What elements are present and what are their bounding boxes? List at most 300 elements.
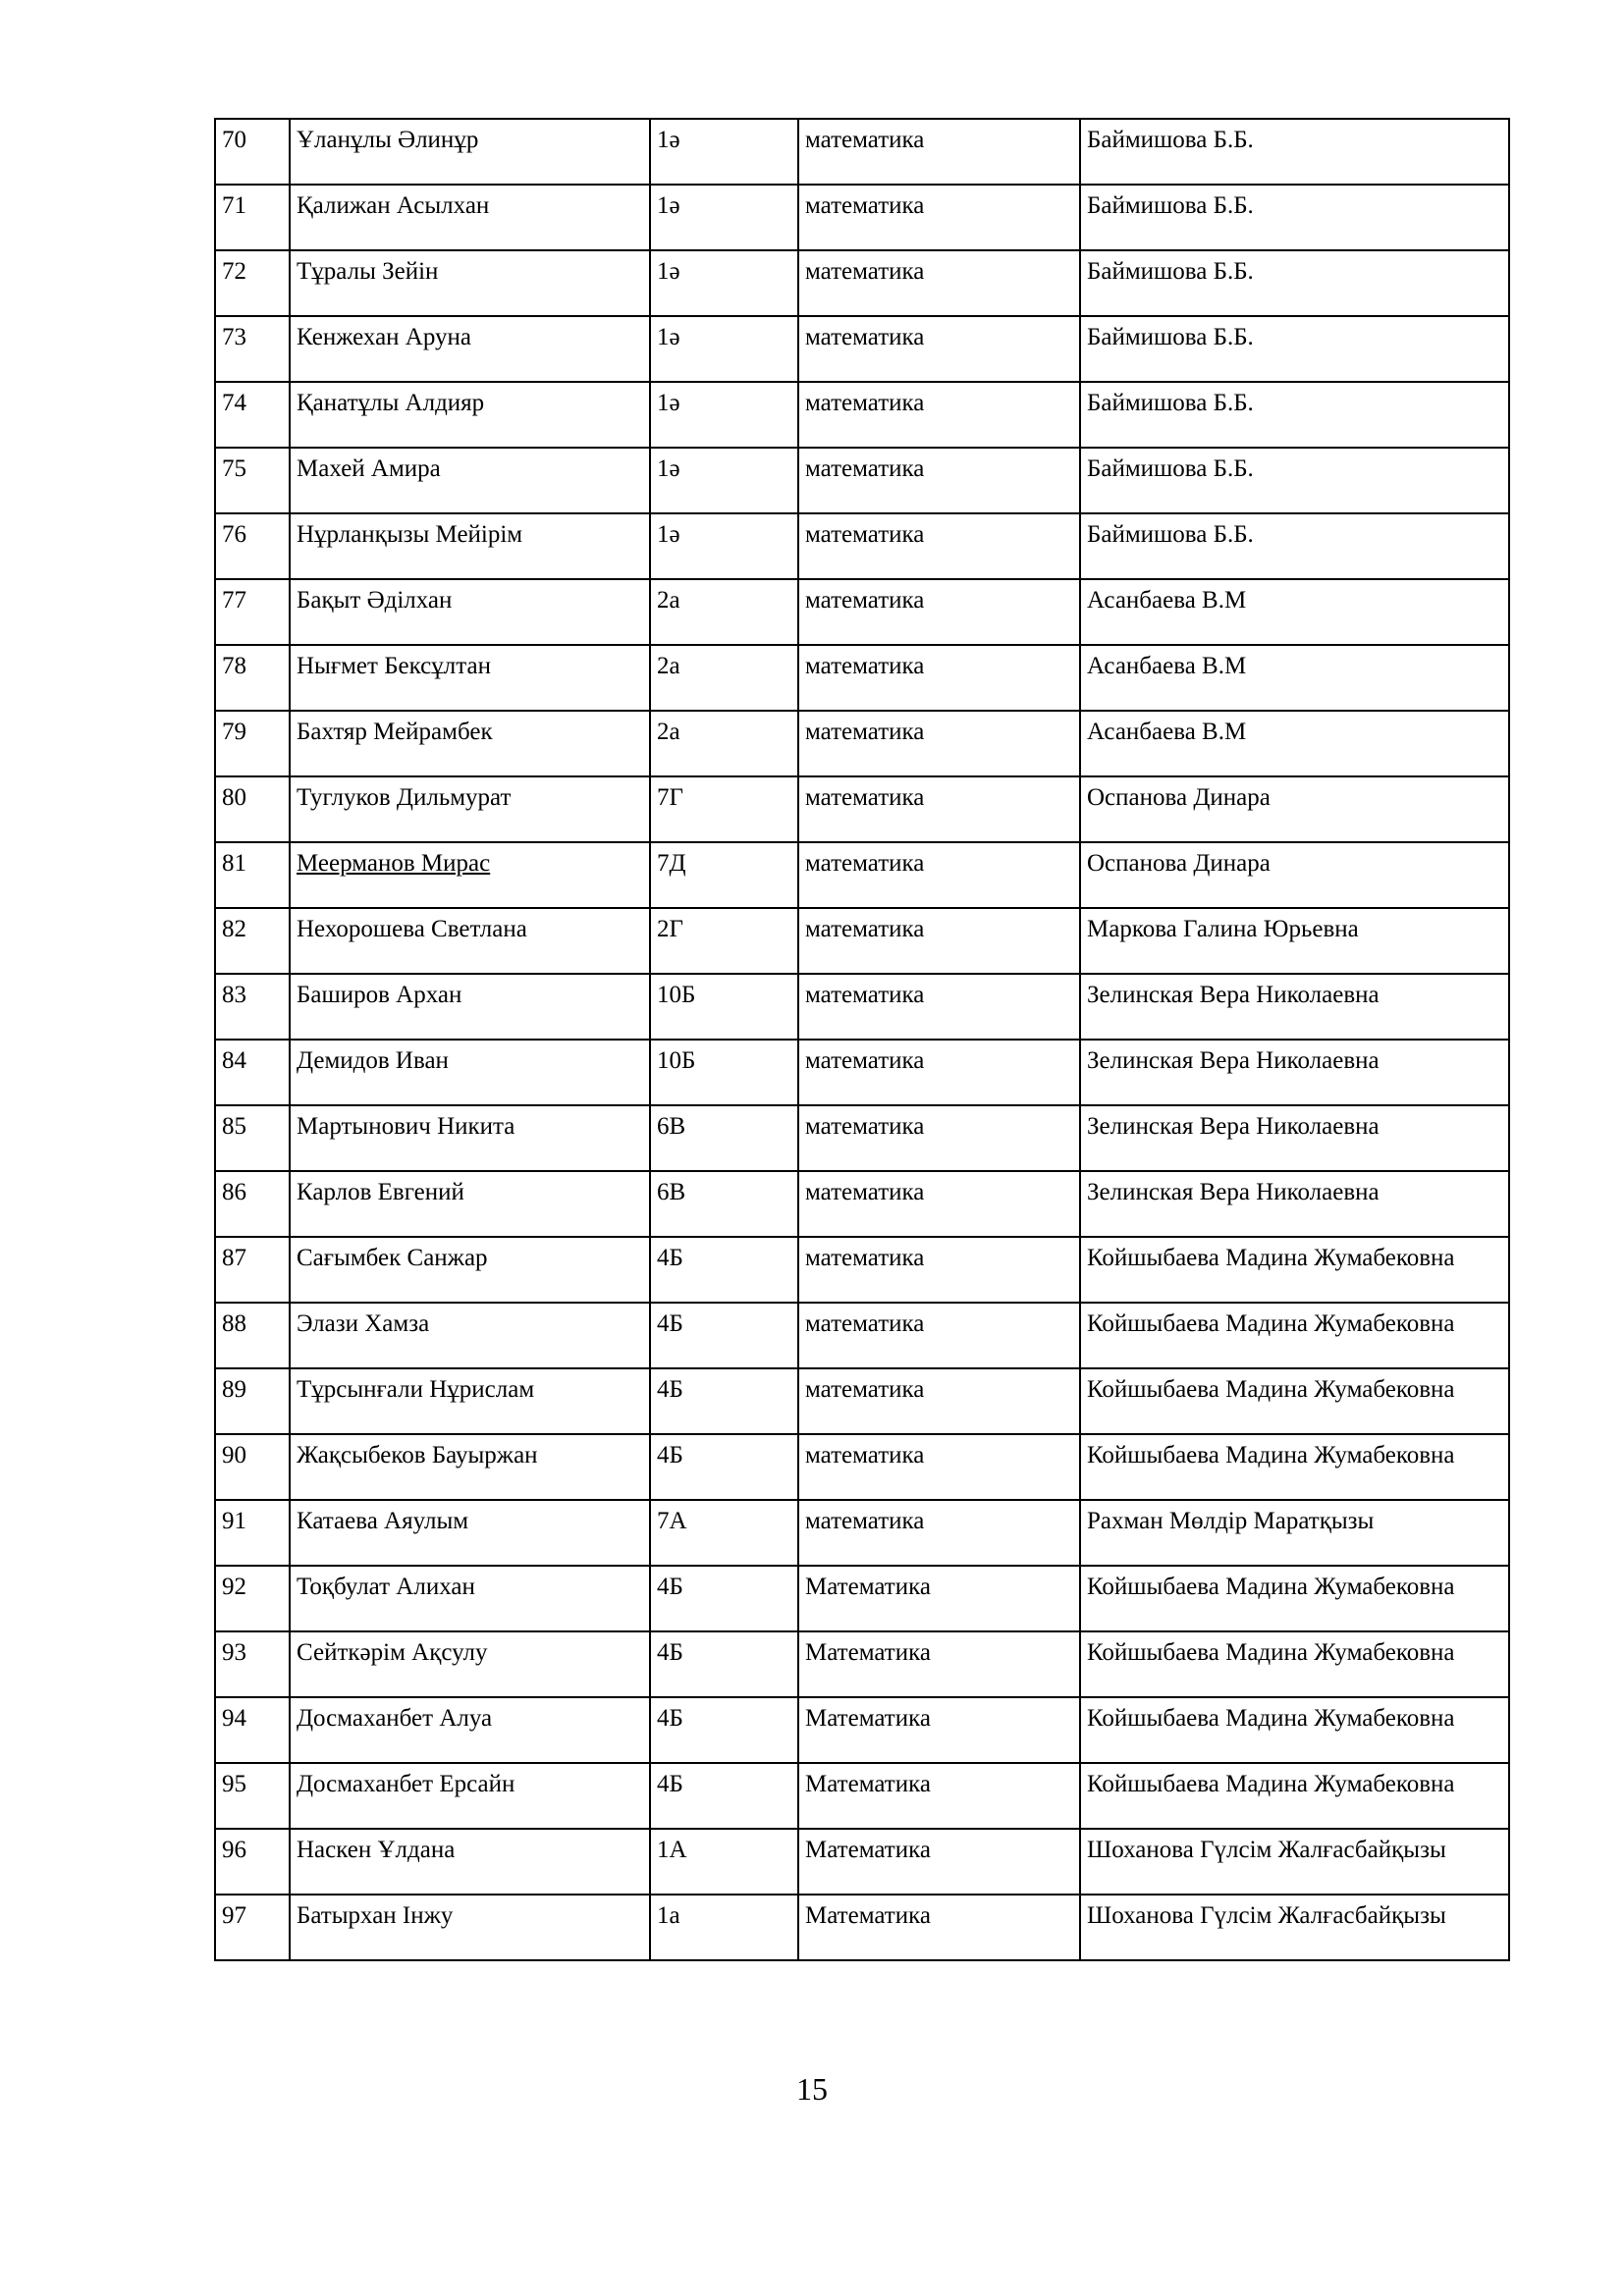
table-row (215, 1895, 1509, 1960)
table-row (215, 645, 1509, 711)
class-text: 4Б (657, 1705, 683, 1732)
row-number-cell (215, 1105, 290, 1171)
class-cell (650, 1237, 798, 1303)
row-number-text: 94 (222, 1705, 246, 1732)
subject-cell (798, 250, 1080, 316)
table-row (215, 776, 1509, 842)
row-number-text: 72 (222, 258, 246, 285)
class-text: 1ә (657, 521, 680, 548)
subject-cell (798, 1631, 1080, 1697)
subject-cell (798, 316, 1080, 382)
student-name-cell (290, 776, 650, 842)
student-name-text: Қанатұлы Алдияр (297, 390, 485, 416)
row-number-text: 71 (222, 192, 246, 219)
class-text: 6В (657, 1179, 686, 1205)
teacher-text: Баймишова Б.Б. (1087, 258, 1254, 285)
class-cell (650, 1829, 798, 1895)
teacher-cell (1080, 842, 1509, 908)
student-name-text: Кенжехан Аруна (297, 324, 472, 350)
row-number-text: 93 (222, 1639, 246, 1666)
subject-text: математика (805, 1179, 925, 1205)
class-cell (650, 1040, 798, 1105)
class-cell (650, 1566, 798, 1631)
class-cell (650, 1895, 798, 1960)
table-row (215, 1105, 1509, 1171)
table-row (215, 513, 1509, 579)
row-number-cell (215, 711, 290, 776)
student-name-text: Тоқбулат Алихан (297, 1574, 475, 1600)
subject-text: математика (805, 390, 925, 416)
subject-text: Математика (805, 1574, 931, 1600)
class-text: 2Г (657, 916, 683, 942)
subject-cell (798, 1237, 1080, 1303)
table-row (215, 1829, 1509, 1895)
row-number-text: 89 (222, 1376, 246, 1403)
class-text: 1ә (657, 324, 680, 350)
row-number-text: 86 (222, 1179, 246, 1205)
class-cell (650, 908, 798, 974)
student-name-text: Демидов Иван (297, 1047, 449, 1074)
row-number-cell (215, 974, 290, 1040)
table-row (215, 1500, 1509, 1566)
subject-text: математика (805, 982, 925, 1008)
table-row (215, 1631, 1509, 1697)
row-number-cell (215, 1697, 290, 1763)
student-name-cell (290, 1368, 650, 1434)
student-name-text: Нұрланқызы Мейірім (297, 521, 523, 548)
table-row (215, 974, 1509, 1040)
table-row (215, 1566, 1509, 1631)
student-name-text: Наскен Ұлдана (297, 1837, 456, 1863)
student-name-text: Бақыт Әділхан (297, 587, 453, 614)
teacher-cell (1080, 1895, 1509, 1960)
student-name-text: Батырхан Інжу (297, 1902, 454, 1929)
class-cell (650, 579, 798, 645)
row-number-cell (215, 119, 290, 185)
subject-text: Математика (805, 1837, 931, 1863)
table-row (215, 185, 1509, 250)
row-number-cell (215, 1500, 290, 1566)
row-number-text: 97 (222, 1902, 246, 1929)
table-row (215, 382, 1509, 448)
subject-text: Математика (805, 1705, 931, 1732)
teacher-text: Баймишова Б.Б. (1087, 455, 1254, 482)
subject-text: математика (805, 324, 925, 350)
row-number-text: 79 (222, 719, 246, 745)
teacher-cell (1080, 1171, 1509, 1237)
subject-text: математика (805, 258, 925, 285)
student-name-text: Тұралы Зейін (297, 258, 439, 285)
student-name-cell (290, 1829, 650, 1895)
table-row (215, 448, 1509, 513)
teacher-text: Баймишова Б.Б. (1087, 390, 1254, 416)
student-name-cell (290, 1763, 650, 1829)
student-name-text: Мартынович Никита (297, 1113, 515, 1140)
student-name-cell (290, 1105, 650, 1171)
class-text: 1а (657, 1902, 680, 1929)
student-name-cell (290, 1631, 650, 1697)
class-cell (650, 1105, 798, 1171)
class-cell (650, 1500, 798, 1566)
row-number-text: 74 (222, 390, 246, 416)
table-row (215, 1697, 1509, 1763)
teacher-cell (1080, 382, 1509, 448)
teacher-cell (1080, 316, 1509, 382)
student-name-text: Досмаханбет Алуа (297, 1705, 493, 1732)
class-cell (650, 776, 798, 842)
class-text: 10Б (657, 982, 696, 1008)
subject-cell (798, 776, 1080, 842)
subject-text: математика (805, 587, 925, 614)
class-text: 2а (657, 587, 680, 614)
subject-text: математика (805, 521, 925, 548)
student-name-cell (290, 842, 650, 908)
student-name-cell (290, 1040, 650, 1105)
class-cell (650, 1434, 798, 1500)
table-row (215, 1040, 1509, 1105)
class-text: 4Б (657, 1376, 683, 1403)
row-number-text: 87 (222, 1245, 246, 1271)
subject-text: математика (805, 916, 925, 942)
table-row (215, 119, 1509, 185)
row-number-text: 70 (222, 127, 246, 153)
teacher-cell (1080, 513, 1509, 579)
student-name-cell (290, 513, 650, 579)
class-text: 4Б (657, 1310, 683, 1337)
student-name-cell (290, 1566, 650, 1631)
class-cell (650, 842, 798, 908)
class-cell (650, 119, 798, 185)
row-number-cell (215, 1368, 290, 1434)
teacher-cell (1080, 974, 1509, 1040)
student-name-text: Катаева Аяулым (297, 1508, 469, 1534)
row-number-cell (215, 513, 290, 579)
row-number-cell (215, 316, 290, 382)
teacher-cell (1080, 1566, 1509, 1631)
row-number-cell (215, 645, 290, 711)
student-name-cell (290, 1500, 650, 1566)
teacher-cell (1080, 1040, 1509, 1105)
subject-cell (798, 579, 1080, 645)
teacher-text: Зелинская Вера Николаевна (1087, 982, 1380, 1008)
table-row (215, 711, 1509, 776)
teacher-cell (1080, 645, 1509, 711)
student-name-text: Досмаханбет Ерсайн (297, 1771, 515, 1797)
class-text: 4Б (657, 1442, 683, 1468)
row-number-text: 73 (222, 324, 246, 350)
class-cell (650, 1631, 798, 1697)
row-number-text: 84 (222, 1047, 246, 1074)
teacher-cell (1080, 908, 1509, 974)
subject-text: математика (805, 1245, 925, 1271)
teacher-cell (1080, 185, 1509, 250)
row-number-text: 80 (222, 784, 246, 811)
table-row (215, 1237, 1509, 1303)
student-name-cell (290, 382, 650, 448)
student-name-text: Меерманов Мирас (297, 850, 491, 877)
class-text: 1ә (657, 127, 680, 153)
subject-cell (798, 842, 1080, 908)
subject-cell (798, 1368, 1080, 1434)
teacher-cell (1080, 711, 1509, 776)
student-name-cell (290, 316, 650, 382)
row-number-text: 92 (222, 1574, 246, 1600)
student-name-cell (290, 974, 650, 1040)
table-row (215, 1171, 1509, 1237)
subject-cell (798, 1895, 1080, 1960)
teacher-text: Койшыбаева Мадина Жумабековна (1087, 1376, 1455, 1403)
teacher-text: Койшыбаева Мадина Жумабековна (1087, 1310, 1455, 1337)
class-cell (650, 1368, 798, 1434)
row-number-cell (215, 382, 290, 448)
subject-text: математика (805, 1442, 925, 1468)
teacher-text: Койшыбаева Мадина Жумабековна (1087, 1442, 1455, 1468)
class-cell (650, 250, 798, 316)
table-row (215, 579, 1509, 645)
class-text: 4Б (657, 1574, 683, 1600)
student-name-text: Махей Амира (297, 455, 441, 482)
teacher-cell (1080, 1500, 1509, 1566)
student-name-text: Сағымбек Санжар (297, 1245, 488, 1271)
row-number-cell (215, 908, 290, 974)
subject-text: математика (805, 1376, 925, 1403)
subject-cell (798, 1500, 1080, 1566)
subject-cell (798, 645, 1080, 711)
teacher-text: Оспанова Динара (1087, 850, 1271, 877)
row-number-text: 83 (222, 982, 246, 1008)
student-name-text: Туглуков Дильмурат (297, 784, 512, 811)
teacher-cell (1080, 1368, 1509, 1434)
class-text: 1ә (657, 258, 680, 285)
teacher-cell (1080, 250, 1509, 316)
class-text: 2а (657, 653, 680, 679)
subject-cell (798, 1040, 1080, 1105)
row-number-text: 88 (222, 1310, 246, 1337)
teacher-text: Койшыбаева Мадина Жумабековна (1087, 1771, 1455, 1797)
subject-cell (798, 711, 1080, 776)
student-name-text: Карлов Евгений (297, 1179, 464, 1205)
teacher-text: Оспанова Динара (1087, 784, 1271, 811)
subject-cell (798, 1171, 1080, 1237)
teacher-cell (1080, 448, 1509, 513)
student-name-cell (290, 1171, 650, 1237)
table-row (215, 1303, 1509, 1368)
row-number-text: 90 (222, 1442, 246, 1468)
teacher-text: Баймишова Б.Б. (1087, 127, 1254, 153)
subject-text: Математика (805, 1639, 931, 1666)
student-name-text: Нехорошева Светлана (297, 916, 527, 942)
subject-cell (798, 382, 1080, 448)
class-text: 10Б (657, 1047, 696, 1074)
student-name-cell (290, 1697, 650, 1763)
student-name-cell (290, 119, 650, 185)
subject-cell (798, 448, 1080, 513)
table-row (215, 316, 1509, 382)
subject-cell (798, 1829, 1080, 1895)
subject-text: математика (805, 1508, 925, 1534)
participants-table (214, 118, 1510, 1961)
teacher-cell (1080, 1631, 1509, 1697)
row-number-text: 85 (222, 1113, 246, 1140)
row-number-text: 75 (222, 455, 246, 482)
student-name-cell (290, 1237, 650, 1303)
class-cell (650, 1303, 798, 1368)
teacher-cell (1080, 579, 1509, 645)
row-number-cell (215, 1303, 290, 1368)
teacher-cell (1080, 776, 1509, 842)
teacher-text: Асанбаева В.М (1087, 719, 1247, 745)
teacher-cell (1080, 1434, 1509, 1500)
student-name-cell (290, 185, 650, 250)
class-text: 7А (657, 1508, 687, 1534)
row-number-text: 96 (222, 1837, 246, 1863)
row-number-cell (215, 185, 290, 250)
class-cell (650, 711, 798, 776)
teacher-text: Асанбаева В.М (1087, 587, 1247, 614)
row-number-text: 82 (222, 916, 246, 942)
student-name-cell (290, 448, 650, 513)
subject-cell (798, 185, 1080, 250)
row-number-cell (215, 1895, 290, 1960)
subject-cell (798, 1697, 1080, 1763)
class-cell (650, 1171, 798, 1237)
class-cell (650, 316, 798, 382)
table-row (215, 908, 1509, 974)
table-row (215, 1368, 1509, 1434)
teacher-text: Койшыбаева Мадина Жумабековна (1087, 1639, 1455, 1666)
student-name-text: Жақсыбеков Бауыржан (297, 1442, 538, 1468)
teacher-cell (1080, 119, 1509, 185)
table-row (215, 1763, 1509, 1829)
row-number-cell (215, 1171, 290, 1237)
subject-cell (798, 908, 1080, 974)
class-text: 6В (657, 1113, 686, 1140)
student-name-cell (290, 250, 650, 316)
student-name-cell (290, 645, 650, 711)
row-number-text: 81 (222, 850, 246, 877)
subject-text: математика (805, 784, 925, 811)
class-text: 4Б (657, 1771, 683, 1797)
row-number-cell (215, 448, 290, 513)
row-number-text: 95 (222, 1771, 246, 1797)
class-text: 1ә (657, 192, 680, 219)
class-text: 7Г (657, 784, 683, 811)
student-name-cell (290, 1434, 650, 1500)
student-name-cell (290, 579, 650, 645)
student-name-text: Элази Хамза (297, 1310, 430, 1337)
subject-text: математика (805, 1047, 925, 1074)
student-name-cell (290, 1303, 650, 1368)
teacher-text: Койшыбаева Мадина Жумабековна (1087, 1245, 1455, 1271)
class-cell (650, 974, 798, 1040)
teacher-text: Зелинская Вера Николаевна (1087, 1047, 1380, 1074)
row-number-text: 91 (222, 1508, 246, 1534)
teacher-text: Баймишова Б.Б. (1087, 324, 1254, 350)
row-number-text: 77 (222, 587, 246, 614)
class-cell (650, 645, 798, 711)
student-name-text: Баширов Архан (297, 982, 462, 1008)
class-text: 1А (657, 1837, 687, 1863)
class-cell (650, 185, 798, 250)
class-text: 1ә (657, 455, 680, 482)
subject-cell (798, 1303, 1080, 1368)
subject-text: Математика (805, 1902, 931, 1929)
teacher-text: Шоханова Гүлсім Жалғасбайқызы (1087, 1837, 1446, 1863)
teacher-cell (1080, 1829, 1509, 1895)
student-name-text: Сейткәрім Ақсулу (297, 1639, 488, 1666)
subject-text: математика (805, 719, 925, 745)
student-name-text: Бахтяр Мейрамбек (297, 719, 493, 745)
student-name-cell (290, 1895, 650, 1960)
table-row (215, 250, 1509, 316)
row-number-cell (215, 1237, 290, 1303)
subject-text: математика (805, 1310, 925, 1337)
row-number-cell (215, 1829, 290, 1895)
teacher-cell (1080, 1237, 1509, 1303)
teacher-text: Баймишова Б.Б. (1087, 521, 1254, 548)
student-name-cell (290, 711, 650, 776)
class-cell (650, 382, 798, 448)
row-number-cell (215, 1434, 290, 1500)
subject-cell (798, 513, 1080, 579)
teacher-text: Асанбаева В.М (1087, 653, 1247, 679)
row-number-text: 76 (222, 521, 246, 548)
student-name-text: Тұрсынғали Нұрислам (297, 1376, 535, 1403)
table-row (215, 1434, 1509, 1500)
subject-cell (798, 974, 1080, 1040)
subject-text: математика (805, 850, 925, 877)
teacher-text: Койшыбаева Мадина Жумабековна (1087, 1574, 1455, 1600)
subject-cell (798, 1434, 1080, 1500)
class-text: 4Б (657, 1639, 683, 1666)
class-cell (650, 513, 798, 579)
row-number-cell (215, 1631, 290, 1697)
subject-text: Математика (805, 1771, 931, 1797)
class-cell (650, 1763, 798, 1829)
class-text: 2а (657, 719, 680, 745)
teacher-text: Маркова Галина Юрьевна (1087, 916, 1359, 942)
subject-text: математика (805, 1113, 925, 1140)
teacher-cell (1080, 1697, 1509, 1763)
subject-text: математика (805, 127, 925, 153)
subject-cell (798, 1566, 1080, 1631)
teacher-text: Шоханова Гүлсім Жалғасбайқызы (1087, 1902, 1446, 1929)
teacher-text: Зелинская Вера Николаевна (1087, 1179, 1380, 1205)
row-number-cell (215, 579, 290, 645)
subject-text: математика (805, 192, 925, 219)
subject-text: математика (805, 455, 925, 482)
table-row (215, 842, 1509, 908)
student-name-text: Ұланұлы Әлинұр (297, 127, 479, 153)
row-number-cell (215, 1763, 290, 1829)
teacher-text: Рахман Мөлдір Маратқызы (1087, 1508, 1375, 1534)
class-text: 4Б (657, 1245, 683, 1271)
student-name-text: Нығмет Бексұлтан (297, 653, 491, 679)
teacher-text: Зелинская Вера Николаевна (1087, 1113, 1380, 1140)
teacher-text: Койшыбаева Мадина Жумабековна (1087, 1705, 1455, 1732)
row-number-cell (215, 250, 290, 316)
subject-cell (798, 119, 1080, 185)
subject-text: математика (805, 653, 925, 679)
class-cell (650, 448, 798, 513)
student-name-cell (290, 908, 650, 974)
table-body (215, 119, 1509, 1960)
row-number-cell (215, 842, 290, 908)
class-cell (650, 1697, 798, 1763)
class-text: 1ә (657, 390, 680, 416)
row-number-cell (215, 1566, 290, 1631)
subject-cell (798, 1763, 1080, 1829)
